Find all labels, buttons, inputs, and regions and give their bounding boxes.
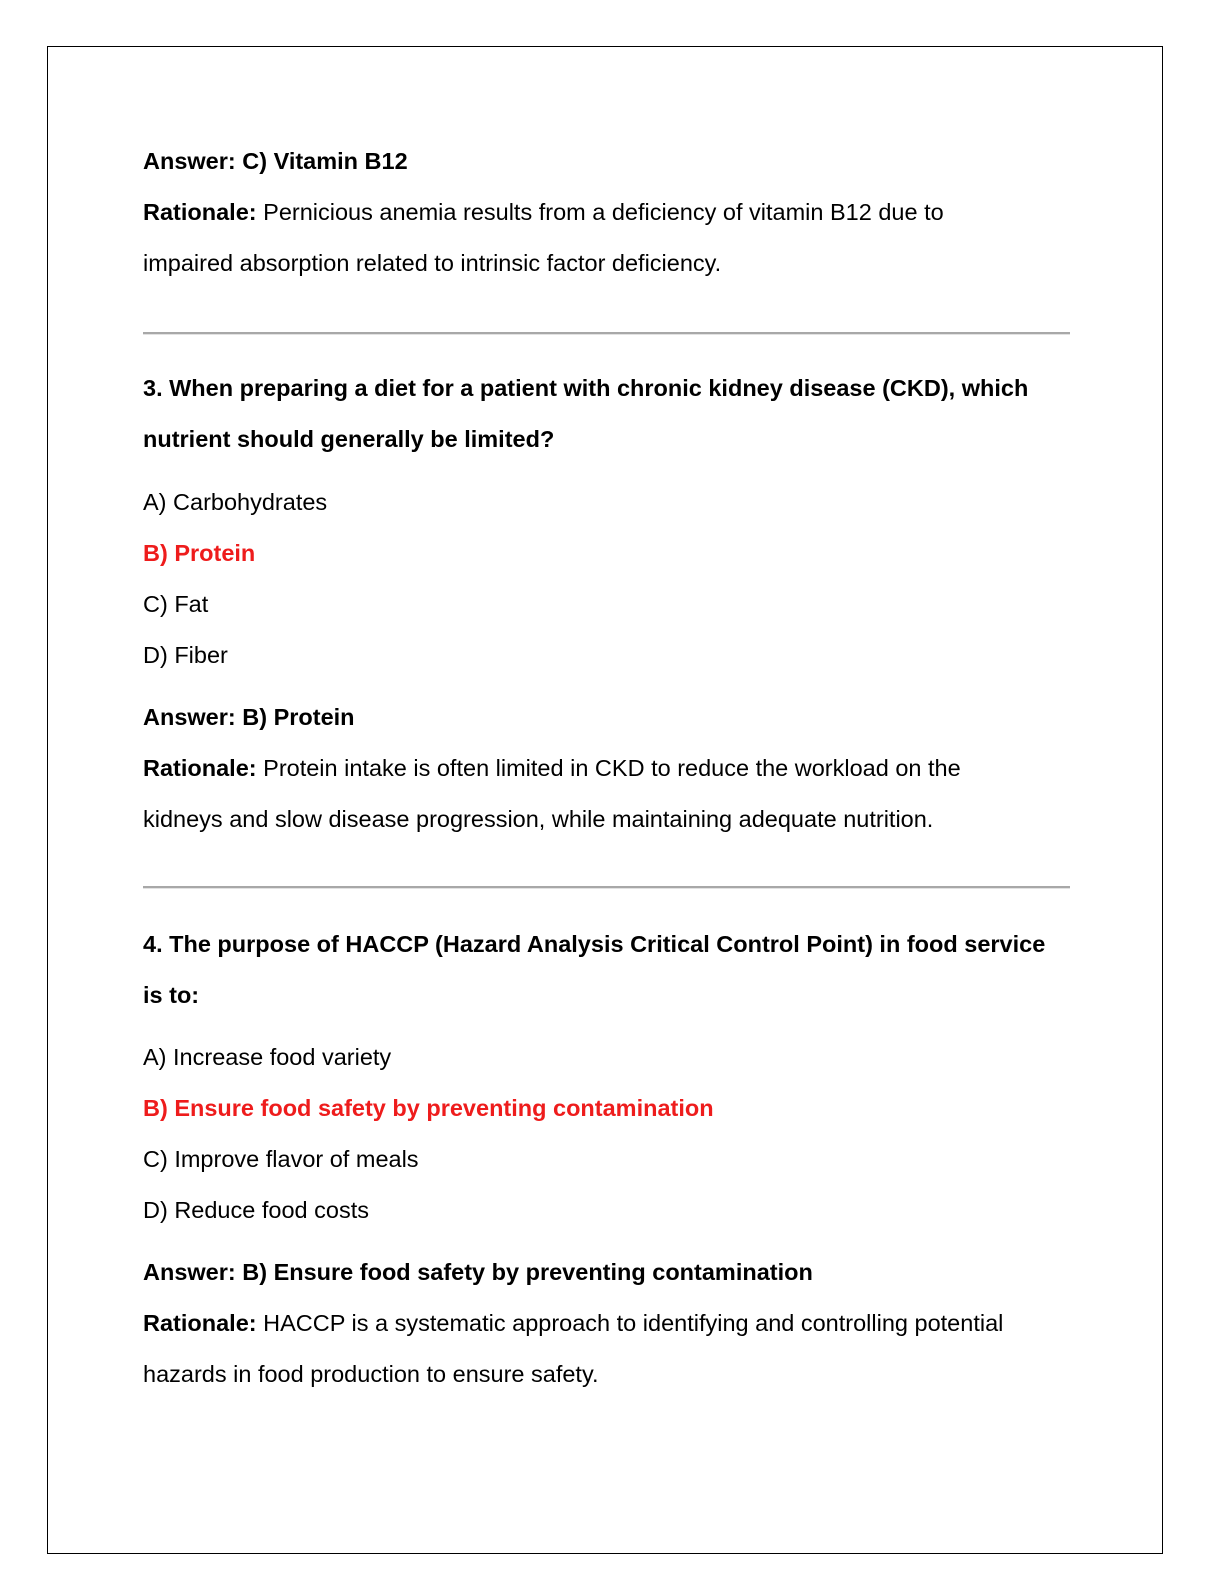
rationale-continuation: hazards in food production to ensure safety.	[143, 1361, 599, 1387]
rationale-continuation: kidneys and slow disease progression, while maintaining adequate nutrition.	[143, 806, 934, 832]
rationale-continuation: impaired absorption related to intrinsic factor deficiency.	[143, 250, 722, 276]
option-c: C) Improve flavor of meals	[143, 1146, 419, 1172]
option-d: D) Reduce food costs	[143, 1197, 369, 1223]
answer-line	[143, 1258, 813, 1286]
rationale-line	[143, 754, 961, 782]
option-a: A) Increase food variety	[143, 1044, 392, 1070]
question-4-text-line-2: is to:	[143, 982, 200, 1008]
question-3-text-line-2: nutrient should generally be limited?	[143, 426, 555, 452]
rationale-label: Rationale:	[143, 755, 257, 781]
question-3-text-line-1: 3. When preparing a diet for a patient with chronic kidney disease (CKD), which	[143, 375, 1029, 401]
rationale-text: HACCP is a systematic approach to identifying and controlling potential	[263, 1310, 1004, 1336]
rationale-label: Rationale:	[143, 199, 257, 225]
answer-text: B) Protein	[242, 704, 355, 730]
option-b-correct: B) Protein	[143, 540, 256, 566]
answer-text: C) Vitamin B12	[242, 148, 408, 174]
rationale-text: Protein intake is often limited in CKD to reduce the workload on the	[263, 755, 961, 781]
rationale-line	[143, 198, 944, 226]
rationale-text: Pernicious anemia results from a deficiency of vitamin B12 due to	[263, 199, 944, 225]
option-a: A) Carbohydrates	[143, 489, 328, 515]
option-b-correct: B) Ensure food safety by preventing contamination	[143, 1095, 714, 1121]
answer-label: Answer:	[143, 704, 236, 730]
answer-label: Answer:	[143, 1259, 236, 1285]
answer-line	[143, 703, 355, 731]
section-divider	[143, 886, 1070, 889]
question-4-text-line-1: 4. The purpose of HACCP (Hazard Analysis Critical Control Point) in food service	[143, 931, 1046, 957]
answer-line	[143, 147, 408, 175]
rationale-label: Rationale:	[143, 1310, 257, 1336]
rationale-line	[143, 1309, 1003, 1337]
answer-label: Answer:	[143, 148, 236, 174]
answer-text: B) Ensure food safety by preventing contamination	[242, 1259, 813, 1285]
option-d: D) Fiber	[143, 642, 228, 668]
section-divider	[143, 332, 1070, 335]
option-c: C) Fat	[143, 591, 209, 617]
